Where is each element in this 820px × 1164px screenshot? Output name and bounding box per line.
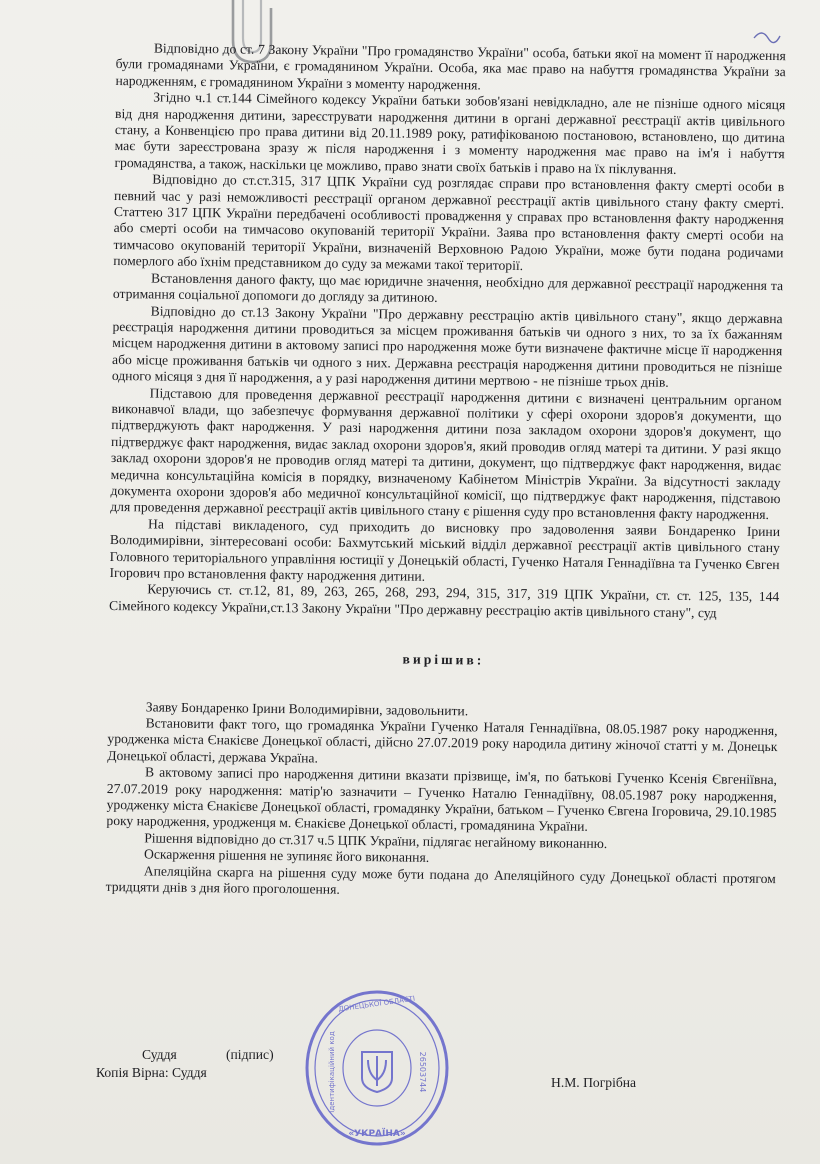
paragraph-grounds: Підставою для проведення державної реєстрації народження дитини є визначені центральним органом виконавчої влади, що забезпечує формування державної політики у сфері охорони здоров'я документи, що підтверджують факт народження. У разі народження дитини поза закладом охорони здоров'я документ, що підтверджує факт народження, видає заклад охорони здоров'я, який проводив огляд матері та дитини. У разі якщо заклад охорони здоров'я не проводив огляд матері та дитини, документ, що підтверджує факт народження, видає медична консультаційна комісія в порядку, визначеному Кабінетом Міністрів України. За відсутності закладу документа охорони здоров'я або медичної консультаційної комісії, що підтверджує факт народження, підставою для проведення державної реєстрації актів цивільного стану є рішення суду про встановлення факту народження. <box>110 384 782 523</box>
decision-item: Встановити факт того, що громадянка України Гученко Наталя Геннадіївна, 08.05.1987 року народження, уродженка міста Єнакієве Донецької області, дійсно 27.07.2019 року народила дитину жіночої статті у м. Донецьк Донецької області, держава Україна. <box>107 715 778 766</box>
signature-note: (підпис) <box>226 1047 274 1062</box>
paragraph-legal-meaning: Встановлення даного факту, що має юридичне значення, необхідно для державної реєстрації народження та отримання соціальної допомоги до догляду за дитиною. <box>112 270 784 306</box>
svg-text:26503744: 26503744 <box>418 1051 427 1093</box>
document-body <box>106 40 786 904</box>
decision-item: Рішення відповідно до ст.317 ч.5 ЦПК України, підлягає негайному виконанню. <box>144 830 608 851</box>
pen-mark-icon <box>752 26 782 50</box>
svg-text:Ідентифікаційний код: Ідентифікаційний код <box>328 1031 336 1113</box>
paragraph-family-code: Згідно ч.1 ст.144 Сімейного кодексу України батьки зобов'язані невідкладно, але не пізніше одного місяця від дня народження дитини, зареєструвати народження дитини в органі державної реєстрації актів цивільного стану, а Конвенцією про права дитини від 20.11.1989 року, ратифікованою постановою, встановлено, що дитина має бути зареєстрована зразу ж після народження і з моменту народження має право на ім'я і набуття громадянства, а також, наскільки це можливо, право знати своїх батьків і право на їх піклування. <box>114 89 786 177</box>
paragraph-registration-law: Відповідно до ст.13 Закону України "Про державну реєстрацію актів цивільного стану", якщо державна реєстрація народження дитини проводиться за місцем проживання батьків чи одного з них, то за їх бажанням місцем народження дитини в актовому записі про народження може бути визначене фактичне місце її народження або місце проживання батьків чи одного з них. Державна реєстрація народження дитини проводиться не пізніше одного місяця з дня її народження, а у разі народження дитини мертвою - не пізніше трьох днів. <box>111 302 783 390</box>
svg-text:«УКРАЇНА»: «УКРАЇНА» <box>348 1129 406 1139</box>
judge-label: Суддя <box>142 1047 177 1062</box>
paragraph-guided-by: Керуючись ст. ст.12, 81, 89, 263, 265, 268, 293, 294, 315, 317, 319 ЦПК України, ст. ст. 125, 135, 144 Сімейного кодексу України,ст.13 Закону України "Про державну реєстрацію актів цивільного стану", суд <box>109 581 780 621</box>
svg-text:ДОНЕЦЬКОЇ ОБЛАСТІ: ДОНЕЦЬКОЇ ОБЛАСТІ <box>337 994 416 1014</box>
decision-item: В актовому записі про народження дитини вказати прізвище, ім'я, по батькові Гученко Ксенія Євгеніївна, 27.07.2019 року народження: матір'ю зазначити – Гученко Наталю Геннадіївну, 08.05.1987 року народження, уродженку міста Єнакієве Донецької області, громадянку України, батьком – Гученко Євгена Ігоровича, 29.10.1985 року народження, уродженця м. Єнакієве Донецької області, громадянина України. <box>106 764 778 835</box>
decision-item: Апеляційна скарга на рішення суду може бути подана до Апеляційного суду Донецької області протягом тридцяти днів з дня його проголошення. <box>105 863 776 897</box>
paragraph-conclusion: На підставі викладеного, суд приходить до висновку про задоволення заяви Бондаренко Ірини Володимирівни, зінтересовані особи: Бахмутський міський відділ державної реєстрації актів цивільного стану Головного територіального управління юстиції у Донецькій області, Гученко Наталя Геннадіївна та Гученко Євген Ігорович про встановлення факту народження дитини. <box>109 516 781 584</box>
decision-item: Оскарження рішення не зупиняє його виконання. <box>143 846 430 866</box>
decision-item: Заяву Бондаренко Ірини Володимирівни, задовольнити. <box>145 699 469 718</box>
paragraph-citizenship: Відповідно до ст. 7 Закону України "Про громадянство України" особа, батьки якої на момент її народження були громадянами України, є громадянином України. Особа, яка має право на набуття громадянства України за народженням, є громадянином України з моменту народження. <box>115 40 786 93</box>
paragraph-cpk-315-317: Відповідно до ст.ст.315, 317 ЦПК України суд розглядає справи про встановлення факту смерті особи в певний час у разі неможливості реєстрації органом державної реєстрації актів цивільного стану факту смерті. Статтею 317 ЦПК України передбачені особливості провадження у справах про встановлення факту народження або смерті особи на тимчасово окупованій території України. Заява про встановлення факту смерті особи на тимчасово окупованій території України, визначеній Верховною Радою України, може бути подана родичами померлого або їхнім представником до суду за межами такої території. <box>113 171 785 274</box>
trident-icon <box>362 1052 392 1092</box>
court-seal-stamp <box>302 988 452 1148</box>
decision-heading: вирішив: <box>402 651 485 668</box>
copy-label: Копія Вірна: Суддя <box>96 1065 207 1080</box>
judge-name: Н.М. Погрібна <box>551 1075 637 1090</box>
